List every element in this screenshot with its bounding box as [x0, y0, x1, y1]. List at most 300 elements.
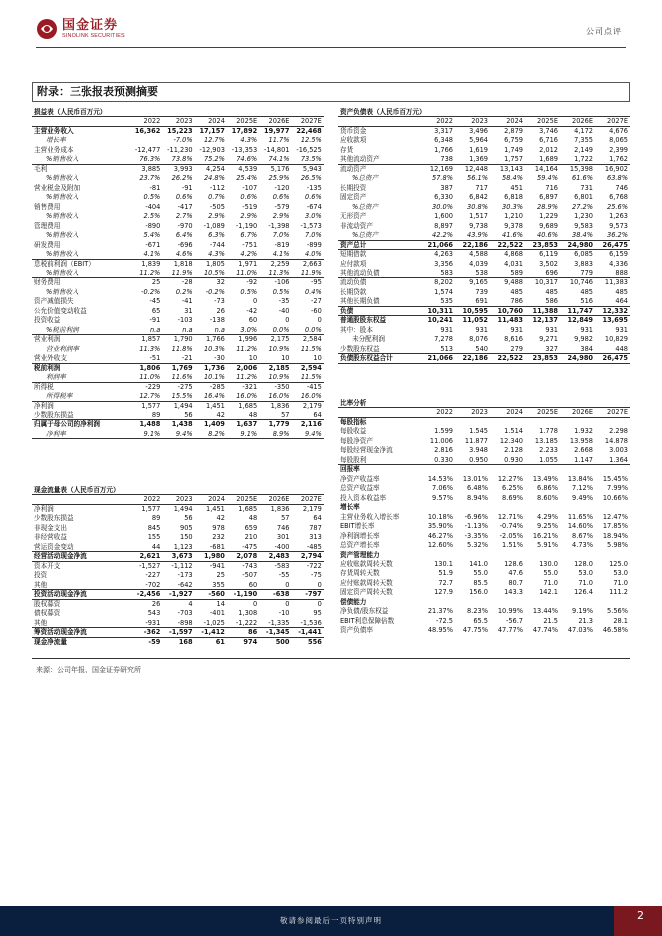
table-row — [338, 127, 630, 136]
cell-value: 12,332 — [602, 306, 628, 315]
cell-value: 6.7% — [240, 231, 258, 240]
cell-value: 10 — [313, 354, 322, 363]
cell-value: 6,159 — [609, 250, 628, 259]
cell-value: -11,230 — [167, 145, 193, 154]
table-row — [32, 430, 324, 439]
cell-value: -417 — [177, 202, 193, 211]
cell-value: 485 — [510, 287, 523, 296]
cell-value: 1,757 — [504, 155, 523, 164]
cell-value: -91 — [181, 183, 193, 192]
cell-value: 61 — [215, 637, 225, 646]
row-label: 税前利润 — [34, 363, 61, 372]
cell-value: 0 — [317, 599, 322, 608]
cell-value: 2,012 — [539, 145, 558, 154]
cell-value: 11.5% — [300, 373, 322, 382]
cell-value: -404 — [145, 202, 161, 211]
cell-value: -638 — [272, 590, 290, 599]
cell-value: 2.668 — [574, 446, 593, 455]
cell-value: 128.0 — [574, 559, 593, 568]
cell-value: 1.599 — [434, 427, 453, 436]
cell-value: 128.6 — [504, 559, 523, 568]
row-label: 管理费用 — [34, 221, 61, 230]
table-row — [32, 127, 324, 136]
cell-value: 3,496 — [469, 126, 488, 135]
cell-value: 13,143 — [499, 164, 523, 173]
table-header-row — [338, 117, 630, 126]
cell-value: 2,179 — [302, 401, 322, 410]
cell-value — [595, 465, 630, 474]
cell-value: -401 — [209, 609, 225, 618]
row-label: 财务费用 — [34, 278, 61, 287]
table-row — [338, 288, 630, 297]
cell-value — [455, 503, 490, 512]
table-row — [32, 543, 324, 552]
cell-value: n.a — [214, 325, 225, 334]
table-row — [338, 503, 630, 512]
cell-value: 13.958 — [569, 436, 593, 445]
cell-value: -12,477 — [134, 145, 161, 154]
cell-value: 384 — [580, 344, 593, 353]
cell-value — [490, 465, 525, 474]
row-label: 总资产增长率 — [340, 541, 380, 550]
row-label: 营业外收支 — [34, 354, 67, 363]
cell-value: 9.1% — [143, 429, 161, 438]
cell-value: -1,089 — [203, 221, 225, 230]
cell-value: -475 — [242, 542, 258, 551]
cell-value: 355 — [212, 580, 225, 589]
table-row — [32, 316, 324, 325]
cell-value: 1,494 — [173, 504, 193, 513]
cell-value: -56.7 — [505, 616, 523, 625]
cell-value: 74.1% — [268, 155, 290, 164]
year-header: 2022 — [143, 495, 161, 504]
cell-value: 1,685 — [238, 401, 258, 410]
cell-value: 14.60% — [567, 522, 593, 531]
row-label: 增长率 — [46, 136, 66, 145]
year-header: 2022 — [436, 408, 453, 417]
row-label: 所得税率 — [46, 392, 73, 401]
cell-value: 36.2% — [607, 231, 628, 240]
table-row — [338, 427, 630, 436]
cell-value: 15,223 — [167, 126, 193, 135]
year-header: 2026E — [572, 408, 593, 417]
table-row — [32, 514, 324, 523]
cell-value: 8,202 — [434, 278, 453, 287]
table-row — [32, 524, 324, 533]
table-row — [32, 354, 324, 363]
cell-value: 47.74% — [532, 626, 558, 635]
cell-value: 22,186 — [462, 354, 488, 363]
cell-value: 71.0 — [613, 578, 628, 587]
cell-value: 1,980 — [204, 552, 225, 561]
cell-value: 1,451 — [206, 401, 225, 410]
table-row — [32, 184, 324, 193]
cell-value: 73.5% — [300, 155, 322, 164]
cell-value: 9,689 — [539, 221, 558, 230]
row-label: 其他流动资产 — [340, 155, 380, 164]
cell-value: 0 — [285, 580, 290, 589]
cell-value: 0.5% — [143, 193, 161, 202]
cell-value: 21,066 — [427, 354, 453, 363]
cell-value: 11.3% — [139, 344, 161, 353]
table-title: 现金流量表（人民币百万元） — [34, 486, 120, 494]
cell-value: -42 — [246, 306, 258, 315]
cell-value: 9.25% — [537, 522, 558, 531]
cell-value: -0.2% — [141, 287, 161, 296]
row-label: 回报率 — [340, 465, 360, 474]
cell-value: 2.128 — [504, 446, 523, 455]
year-header: 2022 — [143, 117, 161, 126]
cell-value: 5.32% — [467, 541, 488, 550]
cell-value: 13,695 — [602, 316, 628, 325]
cell-value: 931 — [440, 325, 453, 334]
cell-value: 71.0 — [578, 578, 593, 587]
cell-value: 86 — [248, 628, 258, 637]
cell-value: 10,311 — [427, 306, 453, 315]
cell-value: 13.185 — [534, 436, 558, 445]
row-label: %销售收入 — [46, 287, 79, 296]
cell-value: -227 — [145, 571, 161, 580]
cell-value: -1,335 — [268, 618, 290, 627]
table-row — [32, 552, 324, 561]
row-label: 流动负债 — [340, 278, 367, 287]
cell-value: 1,409 — [204, 420, 225, 429]
cell-value: 22,468 — [296, 126, 322, 135]
table-row — [32, 420, 324, 429]
cell-value: -1,398 — [268, 221, 290, 230]
cell-value: 65 — [151, 306, 161, 315]
cell-value: 11.65% — [567, 512, 593, 521]
row-label: 营运资金变动 — [34, 542, 74, 551]
header-divider — [36, 47, 626, 48]
table-row — [338, 146, 630, 155]
cell-value: -2,456 — [136, 590, 161, 599]
cell-value: -135 — [306, 183, 322, 192]
cell-value: 279 — [510, 344, 523, 353]
cell-value: 11.2% — [236, 344, 258, 353]
cell-value: 17.85% — [602, 522, 628, 531]
cell-value: 12.340 — [499, 436, 523, 445]
table-row — [32, 193, 324, 202]
cell-value: -35 — [278, 297, 290, 306]
cell-value: 9.4% — [175, 429, 193, 438]
cell-value: 0.4% — [305, 287, 322, 296]
cell-value: -229 — [145, 382, 161, 391]
table-row — [338, 607, 630, 616]
cell-value: 10 — [248, 354, 258, 363]
row-label: 少数股东损益 — [34, 514, 74, 523]
cell-value: 6,759 — [504, 136, 523, 145]
table-row — [32, 250, 324, 259]
cell-value — [560, 465, 595, 474]
cell-value: 387 — [440, 183, 453, 192]
cell-value: 26.5% — [300, 174, 322, 183]
cell-value: 111.2 — [609, 588, 628, 597]
cell-value — [490, 551, 525, 560]
cell-value: 59.4% — [537, 174, 558, 183]
cell-value: -30 — [214, 354, 225, 363]
cell-value: 1,123 — [173, 542, 193, 551]
table-row — [338, 241, 630, 250]
row-label: %销售收入 — [46, 212, 79, 221]
table-header-row — [32, 117, 324, 126]
row-label: 净资产收益率 — [340, 474, 380, 483]
cell-value: -81 — [149, 183, 161, 192]
cell-value: 9,165 — [469, 278, 488, 287]
table-row — [32, 231, 324, 240]
cell-value: 10,746 — [569, 278, 593, 287]
cell-value — [420, 465, 455, 474]
table-row — [32, 222, 324, 231]
year-header: 2024 — [208, 117, 225, 126]
cell-value: -92 — [246, 278, 258, 287]
cell-value: 2,794 — [300, 552, 322, 561]
cell-value: 18.94% — [602, 531, 628, 540]
row-label: 流动资产 — [340, 164, 367, 173]
cell-value: 30.8% — [467, 202, 488, 211]
cell-value: 5,176 — [270, 164, 290, 173]
cell-value: 28.9% — [537, 202, 558, 211]
cell-value: 17,157 — [199, 126, 225, 135]
cell-value: 56.1% — [467, 174, 488, 183]
cell-value: 8.60% — [537, 493, 558, 502]
row-label: 其他 — [34, 580, 48, 589]
cell-value: 0 — [285, 599, 290, 608]
cell-value: 22,522 — [497, 354, 523, 363]
cell-value: 538 — [475, 268, 488, 277]
cell-value: 2.233 — [539, 446, 558, 455]
cell-value: 3,885 — [141, 164, 161, 173]
cell-value: 15.45% — [602, 474, 628, 483]
row-label: 经营活动现金净流 — [34, 552, 87, 561]
row-label: 公允价值变动收益 — [34, 306, 87, 315]
cell-value: 42 — [216, 514, 225, 523]
table-row — [338, 465, 630, 474]
table-row — [32, 571, 324, 580]
year-header: 2026E — [268, 495, 290, 504]
cell-value: -7.0% — [173, 136, 193, 145]
cell-value: 931 — [545, 325, 558, 334]
cell-value: -579 — [274, 202, 290, 211]
table-row — [32, 373, 324, 382]
cell-value: 464 — [615, 297, 628, 306]
table-row — [32, 269, 324, 278]
cell-value: -13,353 — [231, 145, 258, 154]
table-row — [32, 278, 324, 287]
cell-value: 10,241 — [427, 316, 453, 325]
table-row — [338, 269, 630, 278]
row-label: %销售收入 — [46, 174, 79, 183]
cell-value: 0.330 — [434, 455, 453, 464]
cell-value: -751 — [242, 240, 258, 249]
cell-value: 58.4% — [502, 174, 523, 183]
table-row — [338, 250, 630, 259]
table-row — [32, 136, 324, 145]
cell-value: 8.67% — [572, 531, 593, 540]
row-label: 净利润 — [34, 504, 54, 513]
header-spacer — [338, 117, 420, 125]
cell-value: -970 — [177, 221, 193, 230]
table-row — [32, 638, 324, 647]
table-row — [338, 494, 630, 503]
cell-value: 12.7% — [203, 136, 225, 145]
cell-value: 11.0% — [236, 268, 258, 277]
cell-value: 8.69% — [502, 493, 523, 502]
table-row — [338, 541, 630, 550]
cell-value: 63.8% — [607, 174, 628, 183]
cell-value: -21 — [181, 354, 193, 363]
row-label: 固定资产周转天数 — [340, 588, 393, 597]
row-label: 营业税金及附加 — [34, 183, 81, 192]
row-label: %销售收入 — [46, 193, 79, 202]
cell-value: 5,943 — [302, 164, 322, 173]
cell-value: 10.18% — [427, 512, 453, 521]
table-title-row — [338, 399, 630, 408]
cell-value: 1,769 — [171, 363, 193, 372]
table-row — [32, 307, 324, 316]
cell-value: 0.950 — [469, 455, 488, 464]
cell-value: 11.2% — [236, 373, 258, 382]
table-row — [32, 165, 324, 174]
cell-value: 1,230 — [574, 212, 593, 221]
cell-value: -1,190 — [233, 590, 258, 599]
cell-value: 4 — [188, 599, 193, 608]
cell-value: -41 — [181, 297, 193, 306]
cell-value — [455, 418, 490, 427]
cell-value: 57 — [281, 514, 290, 523]
table-row — [338, 136, 630, 145]
cell-value — [560, 503, 595, 512]
cell-value: 6.4% — [175, 231, 193, 240]
row-label: 每股经营现金净流 — [340, 446, 393, 455]
cell-value: 2,621 — [139, 552, 161, 561]
row-label: 投入资本收益率 — [340, 493, 387, 502]
cell-value: 9,378 — [504, 221, 523, 230]
year-header: 2025E — [236, 495, 258, 504]
cell-value: -696 — [177, 240, 193, 249]
cell-value: 516 — [580, 297, 593, 306]
year-header: 2023 — [175, 495, 193, 504]
cell-value: 9.49% — [572, 493, 593, 502]
cell-value: 21.5 — [543, 616, 558, 625]
cell-value: 905 — [180, 523, 193, 532]
cell-value: -898 — [177, 618, 193, 627]
cell-value: -12,903 — [199, 145, 225, 154]
cell-value: 779 — [580, 268, 593, 277]
row-label: 股权募资 — [34, 599, 61, 608]
cell-value: 12.47% — [602, 512, 628, 521]
table-row — [338, 231, 630, 240]
cell-value: 126.4 — [574, 588, 593, 597]
cell-value: -1.13% — [464, 522, 488, 531]
cell-value: -583 — [274, 561, 290, 570]
cell-value: 35.90% — [427, 522, 453, 531]
cell-value: -671 — [145, 240, 161, 249]
cell-value: 4.0% — [305, 250, 322, 259]
cell-value: 6.48% — [467, 484, 488, 493]
cell-value: 10.1% — [203, 373, 225, 382]
cell-value: 13.44% — [532, 607, 558, 616]
cell-value: 1,736 — [204, 363, 225, 372]
cell-value: 0.6% — [272, 193, 290, 202]
cell-value: 5.98% — [607, 541, 628, 550]
cell-value: 1,805 — [206, 259, 225, 268]
cell-value: 589 — [510, 268, 523, 277]
cell-value: 1,971 — [238, 259, 258, 268]
cell-value: 3,317 — [434, 126, 453, 135]
row-label: 非流动资产 — [340, 221, 373, 230]
row-label: 资产负债率 — [340, 626, 373, 635]
year-header: 2026E — [268, 117, 290, 126]
cell-value: 4,039 — [469, 259, 488, 268]
cell-value: 1.778 — [539, 427, 558, 436]
table-row — [338, 335, 630, 344]
cell-value: -16,525 — [296, 145, 322, 154]
cell-value: -95 — [311, 278, 322, 287]
cell-value: 4.73% — [572, 541, 593, 550]
table-row — [32, 203, 324, 212]
cell-value: 1,263 — [609, 212, 628, 221]
row-label: %销售收入 — [46, 268, 79, 277]
header-spacer — [32, 495, 130, 503]
table-row — [338, 222, 630, 231]
table-row — [32, 383, 324, 392]
cell-value: -28 — [181, 278, 193, 287]
cell-value: 8,065 — [609, 136, 628, 145]
cell-value: 9.1% — [240, 429, 258, 438]
cell-value: -899 — [306, 240, 322, 249]
cell-value: -10 — [278, 609, 290, 618]
cell-value: -107 — [242, 183, 258, 192]
cell-value — [490, 418, 525, 427]
cell-value — [525, 551, 560, 560]
cell-value: 0.6% — [175, 193, 193, 202]
cell-value: -1,190 — [235, 221, 258, 230]
cell-value: 10.9% — [268, 344, 290, 353]
cell-value: -14,801 — [264, 145, 290, 154]
cell-value — [455, 551, 490, 560]
row-label: 主营业务收入增长率 — [340, 512, 400, 521]
cell-value: 0.6% — [305, 193, 322, 202]
cell-value: 155 — [147, 533, 161, 542]
cell-value: 12.5% — [300, 136, 322, 145]
cell-value: -681 — [209, 542, 225, 551]
cell-value: -91 — [149, 316, 161, 325]
cell-value: 1,996 — [238, 335, 258, 344]
cell-value: 24,980 — [567, 240, 593, 249]
cell-value: 1,577 — [141, 504, 161, 513]
cell-value: 485 — [545, 287, 558, 296]
cell-value: 5.4% — [143, 231, 161, 240]
cell-value: 500 — [275, 637, 290, 646]
cell-value: 1,619 — [469, 145, 488, 154]
row-label: 长期贷款 — [340, 287, 367, 296]
cell-value: 845 — [147, 523, 161, 532]
cell-value: 16,902 — [604, 164, 628, 173]
cell-value: 150 — [180, 533, 193, 542]
cell-value — [525, 418, 560, 427]
cell-value: 6,119 — [539, 250, 558, 259]
cell-value: 11.006 — [429, 436, 453, 445]
cell-value: 1,839 — [141, 259, 161, 268]
table-row — [338, 316, 630, 325]
cell-value: 1,762 — [609, 155, 628, 164]
table-row — [338, 513, 630, 522]
year-header: 2027E — [300, 495, 322, 504]
cell-value: 8,616 — [504, 335, 523, 344]
row-label: 资产总计 — [340, 240, 367, 249]
cell-value: 0.6% — [240, 193, 258, 202]
